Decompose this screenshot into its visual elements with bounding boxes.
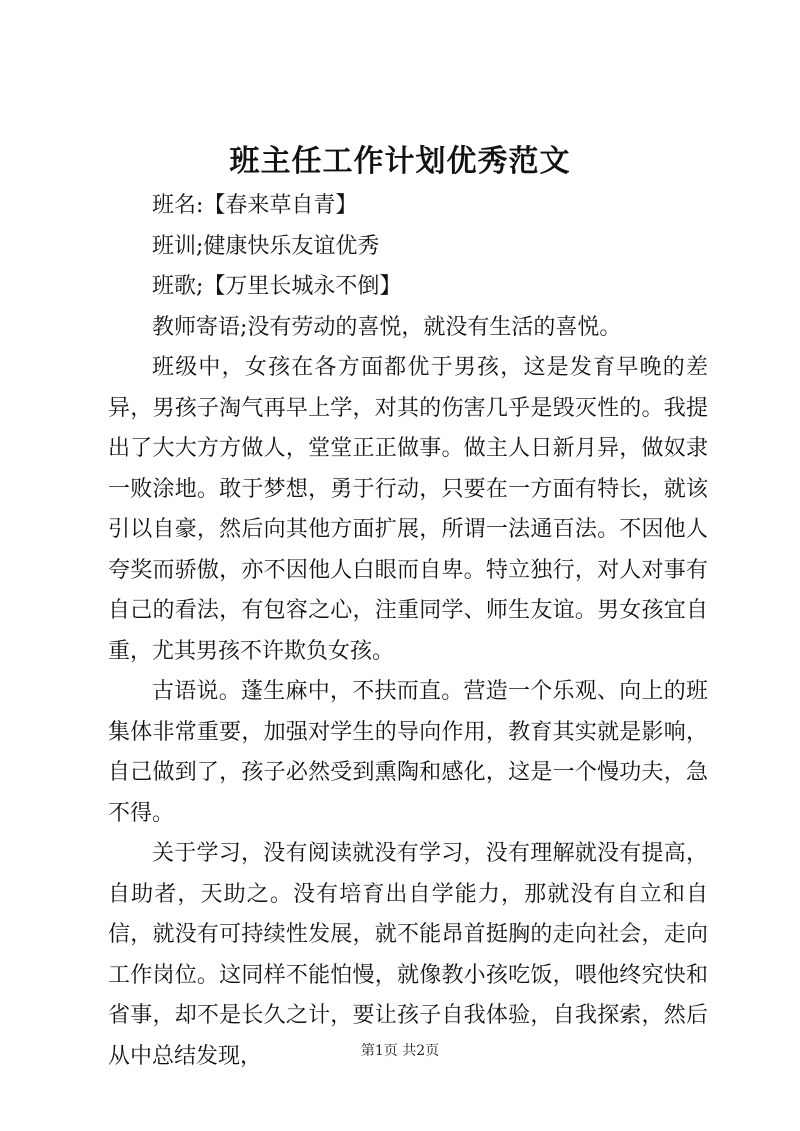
paragraph-learning: 关于学习，没有阅读就没有学习，没有理解就没有提高，自助者，天助之。没有培育出自学能力，那就没有自立和自信，就没有可持续性发展，就不能昂首挺胸的走向社会，走向工作岗位。这同样不能怕慢，就像教小孩吃饭，喂他终究快和省事，却不是长久之计，要让孩子自我体验，自我探索，然后从中总结发现， bbox=[108, 841, 708, 1069]
class-motto-line: 班训;健康快乐友谊优秀 bbox=[152, 233, 380, 259]
paragraph-class-situation: 班级中，女孩在各方面都优于男孩，这是发育早晚的差异，男孩子淘气再早上学，对其的伤害几乎是毁灭性的。我提出了大大方方做人，堂堂正正做事。做主人日新月异，做奴隶一败涂地。敢于梦想，勇于行动，只要在一方面有特长，就该引以自豪，然后向其他方面扩展，所谓一法通百法。不因他人夸奖而骄傲，亦不因他人白眼而自卑。特立独行，对人对事有自己的看法，有包容之心，注重同学、师生友谊。男女孩宜自重，尤其男孩不许欺负女孩。 bbox=[108, 355, 708, 664]
document-title: 班主任工作计划优秀范文 bbox=[229, 144, 571, 179]
class-name-line: 班名:【春来草自青】 bbox=[152, 193, 358, 218]
class-song-line: 班歌;【万里长城永不倒】 bbox=[152, 274, 402, 299]
teacher-message-line: 教师寄语;没有劳动的喜悦，就没有生活的喜悦。 bbox=[152, 314, 622, 340]
document-body bbox=[108, 186, 708, 1077]
paragraph-ancient-saying: 古语说。蓬生麻中，不扶而直。营造一个乐观、向上的班集体非常重要，加强对学生的导向作用，教育其实就是影响，自己做到了，孩子必然受到熏陶和感化，这是一个慢功夫，急不得。 bbox=[108, 679, 708, 826]
page-footer: 第1页 共2页 bbox=[360, 1043, 440, 1059]
